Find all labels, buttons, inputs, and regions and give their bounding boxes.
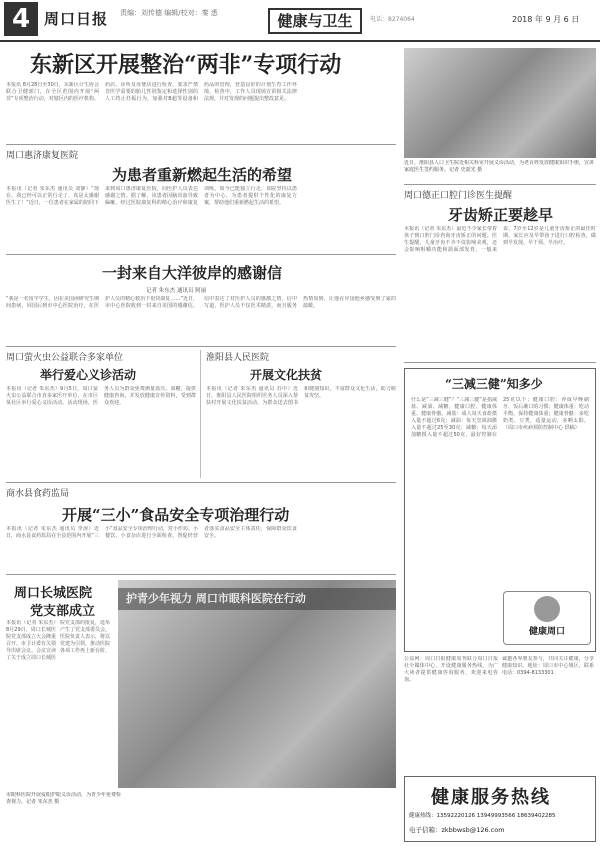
sidebar-body: 什么是“三减三健”？“三减三健”是指减盐、减油、减糖，健康口腔、健康体重、健康骨骼。减盐：成人每天食盐摄入量不超过6克；减油：每天烹调油摄入量不超过25至30克；减糖：每天添加糖摄入量不超过50克，最好控制在25克以下；健康口腔：养成早晚刷牙、饭后漱口的习惯；健康体重：吃动平衡，保持健康体重；健康骨骼：多吃奶类、豆类，适量运动，多晒太阳。（周口市疾病预防控制中心 供稿） [411, 397, 589, 438]
article-e-body: 本报讯（记者 朱东杰 通讯员 苏中）近日，淮阳县人民医院组织医务人员深入帮扶村开展文化扶贫活动，为群众送去图书和健康知识，丰富群众文化生活，助力脱贫攻坚。 [206, 386, 396, 406]
eye-exam-caption: 市眼科医院开展爱眼护眼义诊活动，为青少年免费检查视力。记者 朱东杰 摄 [6, 792, 122, 805]
lead-headline: 东新区开展整治“两非”专项行动 [30, 52, 342, 78]
health-logo [503, 591, 591, 645]
article-a-body: 本报讯（记者 朱东杰 通讯员 刘静）“现在，我已经可以正常行走了，真是太感谢医生了！”近日，一位患者在家属的陪同下来到周口惠济康复医院，向医护人员表达感谢之情。据了解，该患者因脑出血导致偏瘫，经过医院康复科的精心治疗和康复训练，如今已能独立行走。该院坚持以患者为中心，为患者提供个性化的康复方案，帮助他们重新燃起生活的希望。 [6, 186, 297, 206]
hotline-box [404, 776, 596, 842]
ad-text-left: 公益网：周口日报健康周刊联合周口日报社全媒体中心，开设健康服务热线，为广大读者提供健康咨询服务，欢迎来电咨询。 [404, 656, 498, 683]
article-b-body: 本报讯（记者 朱东杰）最近不少家长带着孩子到口腔门诊咨询牙齿矫正的问题。医生提醒，儿童牙齿不齐不仅影响美观，还会影响咀嚼功能和颌面部发育。一般来说，7岁至12岁是儿童牙齿矫正的最佳时期，家长应及早带孩子进行口腔检查，做到早发现、早干预、早治疗。 [404, 226, 596, 253]
article-g-headline-line2: 党支部成立 [30, 604, 96, 619]
divider [6, 482, 396, 483]
article-c-byline: 记者 朱东杰 通讯员 阿丽 [146, 288, 207, 294]
hotline-title: 健康服务热线 [431, 787, 551, 808]
eye-exam-photo [118, 580, 396, 788]
article-c-body: “我是一名留学学生，因在美国读研究生期间患病，回国后到市中心医院治疗，在医护人员的精心救治下很快康复……”近日，市中心医院收到一封来自美国的感谢信，信中表达了对医护人员的感激之情。信中写道，医护人员不仅医术精湛，而且服务热情周到，让他在异国他乡感受到了家的温暖。 [6, 296, 396, 309]
article-f-headline: 开展“三小”食品安全专项治理行动 [62, 506, 290, 524]
health-knowledge-box [404, 368, 596, 652]
article-e-kicker: 淮阳县人民医院 [206, 353, 270, 363]
editor-info: 责编：刘传德 编辑/校对：秦 悉 [120, 9, 218, 17]
lead-photo-caption: 近日，淮阳县人口卫生院近相关科室开展义诊活动，为老百姓发放健康知识手册，宣讲家庭医生签约服务。记者 史韶光 摄 [404, 160, 595, 173]
paper-name: 周口日报 [44, 10, 109, 28]
logo-text: 健康周口 [528, 627, 565, 637]
article-a-kicker: 周口惠济康复医院 [6, 151, 79, 161]
sidebar-headline: “三减三健”知多少 [445, 377, 543, 391]
divider [6, 574, 396, 575]
issue-date: 2018 年 9 月 6 日 [512, 15, 580, 24]
photo-banner: 护青少年视力 周口市眼科医院在行动 [118, 588, 396, 610]
article-f-body: 本报讯（记者 朱东杰 通讯员 李涛）近日，商水县食药监局在全县范围内开展“三小”食品安全专项治理行动，对小作坊、小餐饮、小食杂店进行全面检查，督促经营者落实食品安全主体责任，保障群众饮食安全。 [6, 526, 297, 539]
lead-photo [404, 48, 596, 158]
divider [6, 144, 396, 145]
article-b-headline: 牙齿矫正要趁早 [448, 206, 554, 224]
article-g-headline-line1: 周口长城医院 [14, 586, 93, 601]
contact-info: 电话：8274064 [370, 16, 415, 23]
article-b-kicker: 周口德正口腔门诊医生提醒 [404, 191, 513, 201]
masthead [0, 0, 600, 42]
divider [200, 350, 201, 478]
mascot-icon [534, 596, 560, 622]
article-d-headline: 举行爱心义诊活动 [40, 368, 137, 382]
ad-text-right: 诚邀各界朋友参与，共同关注健康，分享健康知识。地址：周口市中心城区，联系电话：0394-8133301 [502, 656, 594, 676]
hotline-phones: 健康热线：13592220126 13949993566 18639402285 [409, 813, 556, 819]
article-c-headline: 一封来自大洋彼岸的感谢信 [102, 264, 283, 282]
article-f-kicker: 商水县食药监局 [6, 489, 70, 499]
header-rule [0, 40, 600, 42]
lead-body: 本报讯 8月28日至30日，东新区计生协会联合卫健部门，在全区范围内开展“两非”专项整治行动，对辖区内的医疗机构、药店、诊所及母婴店进行检查，要求严禁非医学需要的胎儿性别鉴定和选择性别的人工终止妊娠行为，加强对B超等设备和药品的管理，营造良好的计划生育工作环境。检查中，工作人员现场宣讲相关法律法规，并对发现的问题提出整改意见。 [6, 82, 297, 102]
divider [404, 184, 596, 185]
divider [6, 254, 396, 255]
page-number: 4 [4, 2, 38, 36]
article-d-body: 本报讯（记者 朱东杰）9月5日，周口萤火虫公益联合市直多家医疗单位，在市区某社区举行爱心义诊活动。活动现场，医务人员为群众免费测量血压、血糖，提供健康咨询，并发放健康宣传资料，受到群众欢迎。 [6, 386, 196, 406]
article-g-body: 本报讯（记者 朱东杰）8月29日，周口长城医院党支部成立大会隆重召开。市卫计委有关领导出席会议。会议宣读了关于成立周口长城医院党支部的批复，选举产生了党支部委员会。医院负责人表示，将以党建为引领，推动医院各项工作再上新台阶。 [6, 620, 110, 661]
section-title: 健康与卫生 [268, 8, 362, 34]
article-a-headline: 为患者重新燃起生活的希望 [112, 166, 293, 184]
article-d-kicker: 周口萤火虫公益联合多家单位 [6, 353, 124, 363]
article-e-headline: 开展文化扶贫 [250, 368, 323, 382]
divider [404, 362, 596, 363]
hotline-email: 电子信箱：zkbbwsb@126.com [409, 826, 505, 834]
divider [6, 346, 396, 347]
